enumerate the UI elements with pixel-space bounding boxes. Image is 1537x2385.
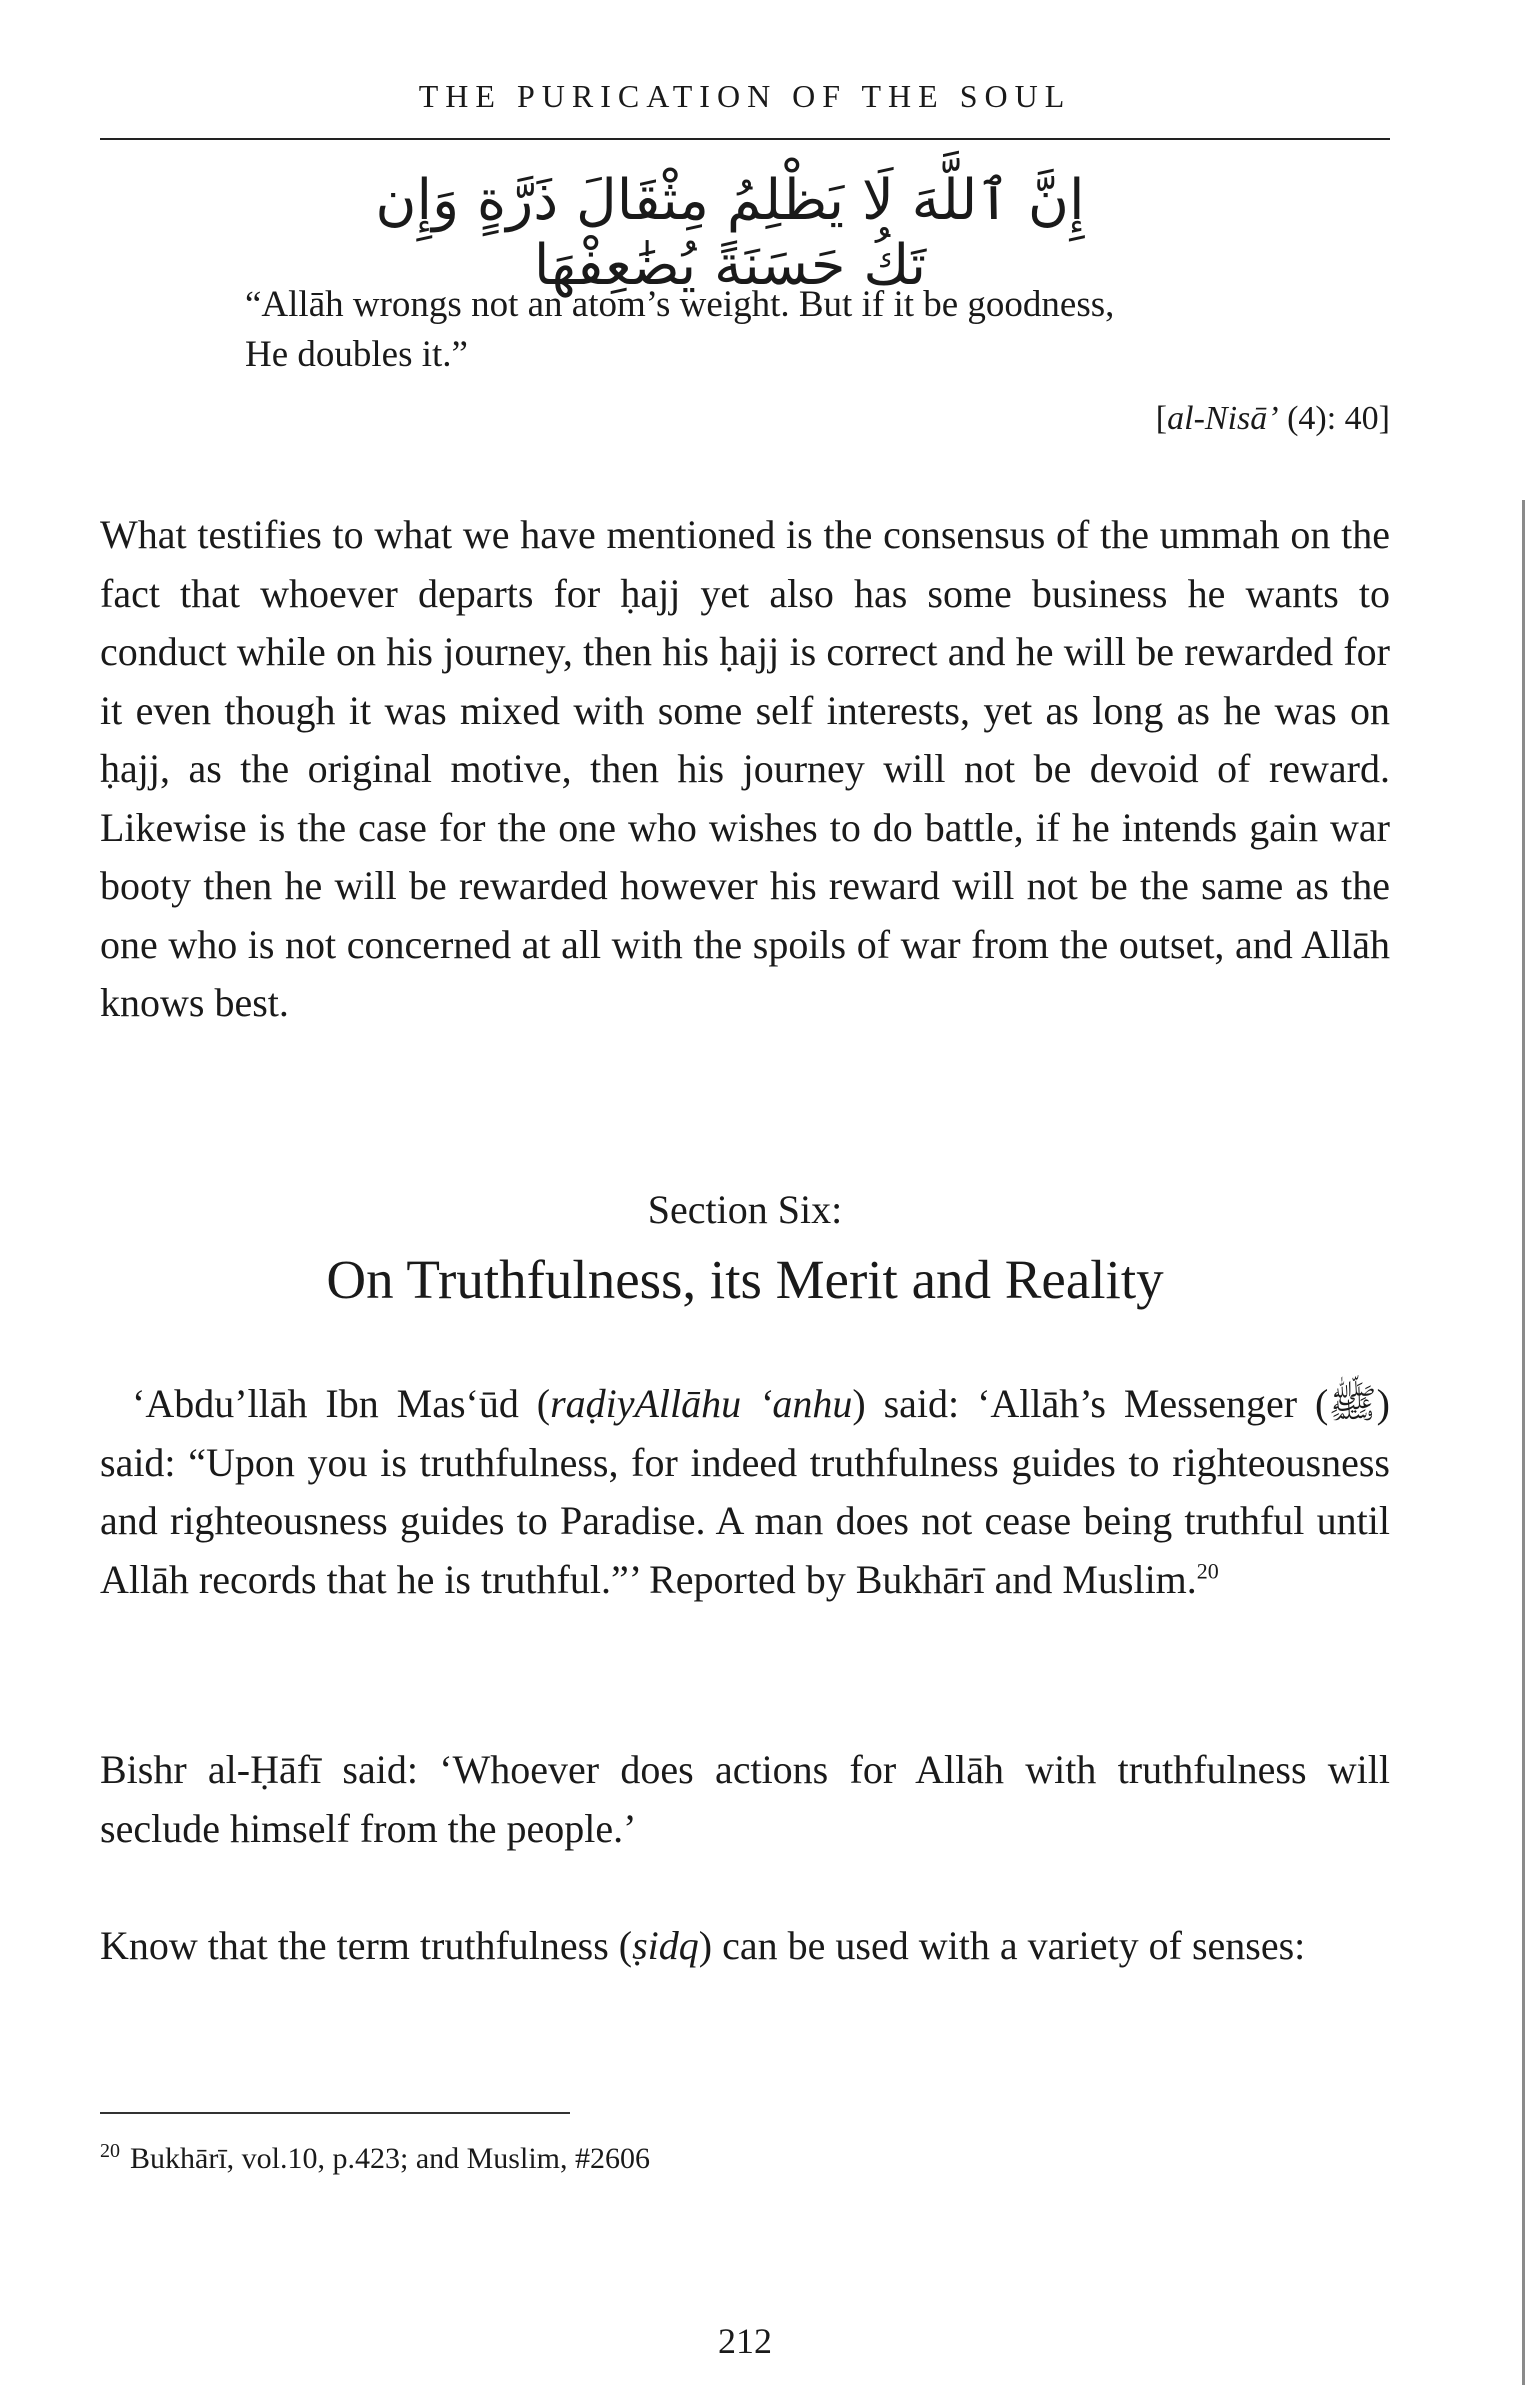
- quran-verse-arabic: إِنَّ ٱللَّهَ لَا يَظْلِمُ مِثْقَالَ ذَرَّةٍ وَإِن تَكُ حَسَنَةً يُضَٰعِفْهَا: [375, 168, 1085, 298]
- running-header: THE PURICATION OF THE SOUL: [418, 78, 1072, 114]
- verse-translation-line-2: He doubles it.”: [245, 334, 468, 375]
- page-number: 212: [718, 2321, 772, 2361]
- footnote-rule: [100, 2112, 570, 2114]
- verse-translation: [245, 280, 1295, 380]
- footnote-text: Bukhārī, vol.10, p.423; and Muslim, #2606: [130, 2142, 650, 2175]
- verse-translation-line-1: “Allāh wrongs not an atom’s weight. But if it be goodness,: [245, 284, 1115, 325]
- footnote-reference: 20: [1196, 1558, 1219, 1584]
- footnote: [100, 2140, 1100, 2176]
- paragraph-hadith: [100, 1375, 1390, 1609]
- hadith-text-part2: ) said: ‘Allāh’s Messenger (ﷺ) said: “Upon you is truthfulness, for indeed truthfulness guides to righteousness and righteousness guides to Paradise. A man does not cease being truthful until Allāh records that he is truthful.”’ Reported by Bukhārī and Muslim.: [100, 1381, 1390, 1602]
- hadith-honorific: raḍiyAllāhu ‘anhu: [550, 1381, 853, 1426]
- senses-text-part1: Know that the term truthfulness (: [100, 1923, 633, 1968]
- verse-ref-number: (4): 40]: [1278, 400, 1390, 437]
- header-rule: [100, 138, 1390, 140]
- senses-text-part2: ) can be used with a variety of senses:: [698, 1923, 1306, 1968]
- verse-ref-open: [: [1155, 400, 1168, 437]
- paragraph-senses: [100, 1917, 1390, 1976]
- section-label: Section Six:: [647, 1187, 843, 1232]
- hadith-text-part1: ‘Abdu’llāh Ibn Mas‘ūd (: [132, 1381, 551, 1426]
- section-title: On Truthfulness, its Merit and Reality: [326, 1249, 1164, 1310]
- page-edge-shadow: [1522, 500, 1525, 2385]
- verse-reference: [900, 400, 1390, 438]
- senses-term: ṣidq: [632, 1923, 699, 1968]
- verse-ref-surah: al-Nisā’: [1167, 400, 1279, 437]
- paragraph-bishr: Bishr al-Ḥāfī said: ‘Whoever does actions for Allāh with truthfulness will seclude himself from the people.’: [100, 1747, 1390, 1851]
- footnote-number: 20: [100, 2140, 120, 2162]
- paragraph-consensus: What testifies to what we have mentioned is the consensus of the ummah on the fact that whoever departs for ḥajj yet also has some business he wants to conduct while on his journey, then his ḥajj is correct and he will be rewarded for it even though it was mixed with some self interests, yet as long as he was on ḥajj, as the original motive, then his journey will not be devoid of reward. Likewise is the case for the one who wishes to do battle, if he intends gain war booty then he will be rewarded however his reward will not be the same as the one who is not concerned at all with the spoils of war from the outset, and Allāh knows best.: [100, 512, 1390, 1025]
